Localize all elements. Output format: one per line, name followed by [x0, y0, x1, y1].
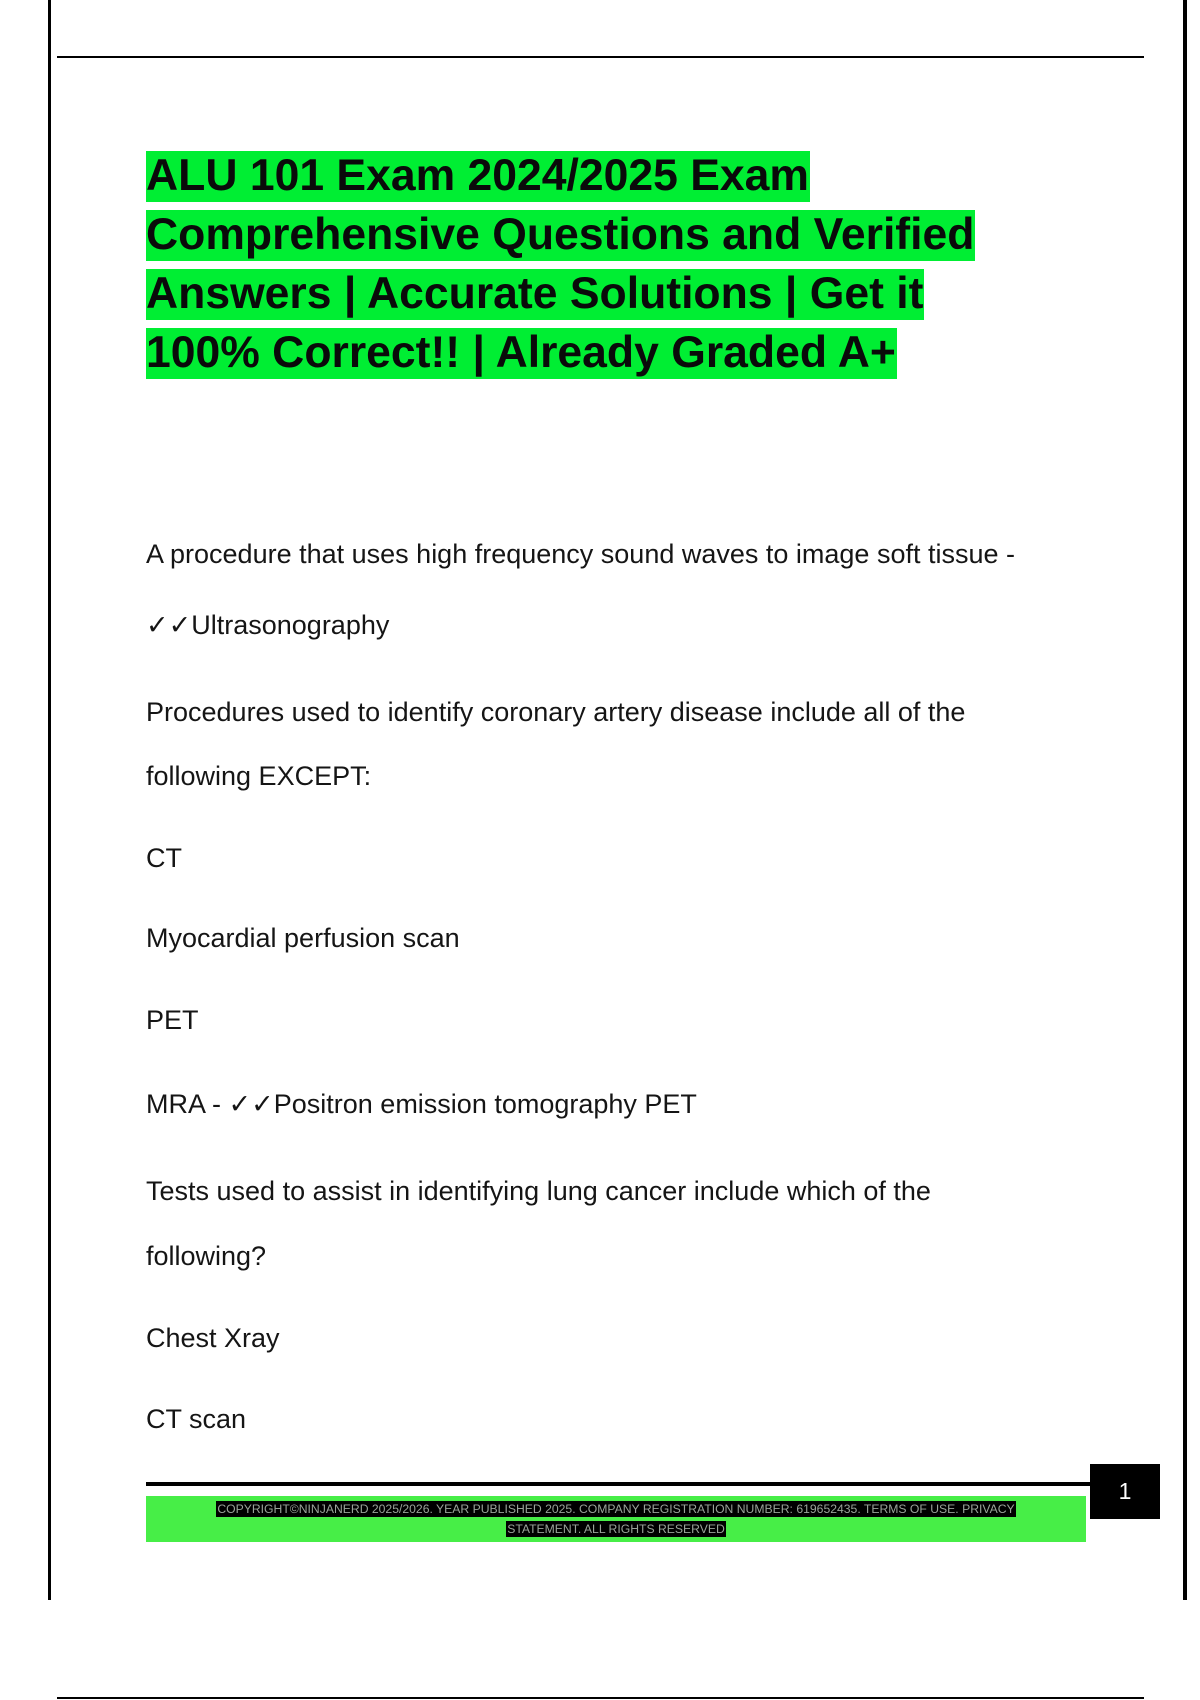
header-rule: [57, 56, 1144, 58]
question-2-text-continued: following EXCEPT:: [146, 761, 372, 791]
title-line: [146, 146, 1076, 205]
question-2-option: Myocardial perfusion scan: [146, 923, 460, 953]
title-line-text: Answers | Accurate Solutions | Get it: [146, 269, 924, 318]
next-page-rule: [57, 1697, 1144, 1699]
document-title: [146, 146, 1076, 382]
copyright-line-text: COPYRIGHT©NINJANERD 2025/2026. YEAR PUBLISHED 2025. COMPANY REGISTRATION NUMBER: 619652435. TERMS OF USE. PRIVACY: [217, 1502, 1015, 1516]
question-2-option: PET: [146, 1005, 199, 1035]
question-2-answer: MRA - ✓✓Positron emission tomography PET: [146, 1089, 697, 1119]
question-3-text: Tests used to assist in identifying lung cancer include which of the: [146, 1176, 931, 1206]
title-line-text: ALU 101 Exam 2024/2025 Exam: [146, 151, 810, 200]
title-line-text: 100% Correct!! | Already Graded A+: [146, 328, 896, 377]
copyright-line: [146, 1499, 1086, 1519]
question-3-option: Chest Xray: [146, 1323, 280, 1353]
copyright-line: [146, 1519, 1086, 1539]
title-line: [146, 264, 1076, 323]
page-left-border: [48, 0, 51, 1600]
page-number: 1: [1090, 1464, 1160, 1519]
page-right-border: [1183, 0, 1187, 1600]
question-1-text: A procedure that uses high frequency sound waves to image soft tissue -: [146, 539, 1015, 569]
title-line-text: Comprehensive Questions and Verified: [146, 210, 975, 259]
title-line: [146, 205, 1076, 264]
copyright-line-text: STATEMENT. ALL RIGHTS RESERVED: [507, 1522, 725, 1536]
question-2-option: CT: [146, 843, 182, 873]
question-3-text-continued: following?: [146, 1241, 267, 1271]
question-3-option: CT scan: [146, 1404, 247, 1434]
footer-rule: [146, 1482, 1090, 1486]
copyright-footer: [146, 1496, 1086, 1542]
question-2-text: Procedures used to identify coronary artery disease include all of the: [146, 697, 966, 727]
title-line: [146, 323, 1076, 382]
question-1-answer: ✓✓Ultrasonography: [146, 610, 390, 640]
